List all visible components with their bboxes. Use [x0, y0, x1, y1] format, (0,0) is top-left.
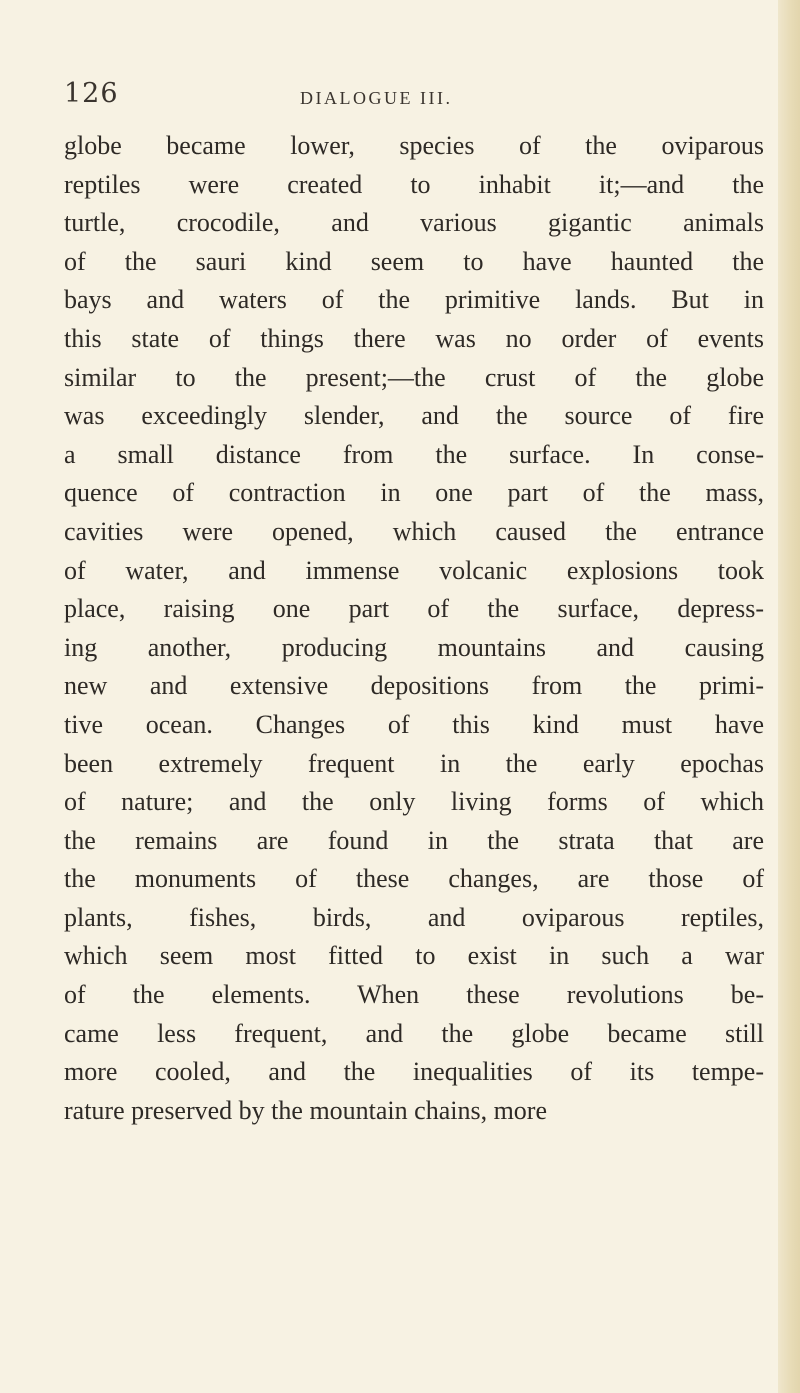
page-edge	[778, 0, 800, 1393]
text-line: tive ocean. Changes of this kind must have	[64, 709, 764, 739]
text-line: ing another, producing mountains and causing	[64, 632, 764, 662]
text-line: of the elements. When these revolutions be-	[64, 980, 764, 1010]
page-number: 126	[64, 78, 119, 109]
text-line: this state of things there was no order of events	[64, 323, 764, 353]
text-line: new and extensive depositions from the primi-	[64, 671, 764, 701]
text-line: quence of contraction in one part of the mass,	[64, 478, 764, 508]
text-line: the remains are found in the strata that are	[64, 825, 764, 855]
text-line: which seem most fitted to exist in such a war	[64, 941, 764, 971]
running-head	[0, 74, 800, 114]
text-line: reptiles were created to inhabit it;—and the	[64, 169, 764, 199]
text-line: came less frequent, and the globe became still	[64, 1018, 764, 1048]
text-line: plants, fishes, birds, and oviparous reptiles,	[64, 902, 764, 932]
text-line: cavities were opened, which caused the entrance	[64, 516, 764, 546]
body-text	[64, 127, 764, 1130]
text-line: place, raising one part of the surface, depress-	[64, 594, 764, 624]
text-line: a small distance from the surface. In conse-	[64, 439, 764, 469]
text-line: globe became lower, species of the oviparous	[64, 131, 764, 160]
text-line: similar to the present;—the crust of the globe	[64, 362, 764, 392]
text-line: of the sauri kind seem to have haunted the	[64, 246, 764, 276]
text-line: rature preserved by the mountain chains, more	[64, 1095, 547, 1125]
text-line: bays and waters of the primitive lands. But in	[64, 285, 764, 315]
text-line: more cooled, and the inequalities of its tempe-	[64, 1057, 764, 1087]
text-line: was exceedingly slender, and the source of fire	[64, 401, 764, 431]
text-line: of water, and immense volcanic explosions took	[64, 555, 764, 585]
running-title: DIALOGUE III.	[300, 88, 453, 108]
text-line: the monuments of these changes, are those of	[64, 864, 764, 894]
text-line: been extremely frequent in the early epochas	[64, 748, 764, 778]
text-line: turtle, crocodile, and various gigantic animals	[64, 208, 764, 238]
text-line: of nature; and the only living forms of which	[64, 787, 764, 817]
